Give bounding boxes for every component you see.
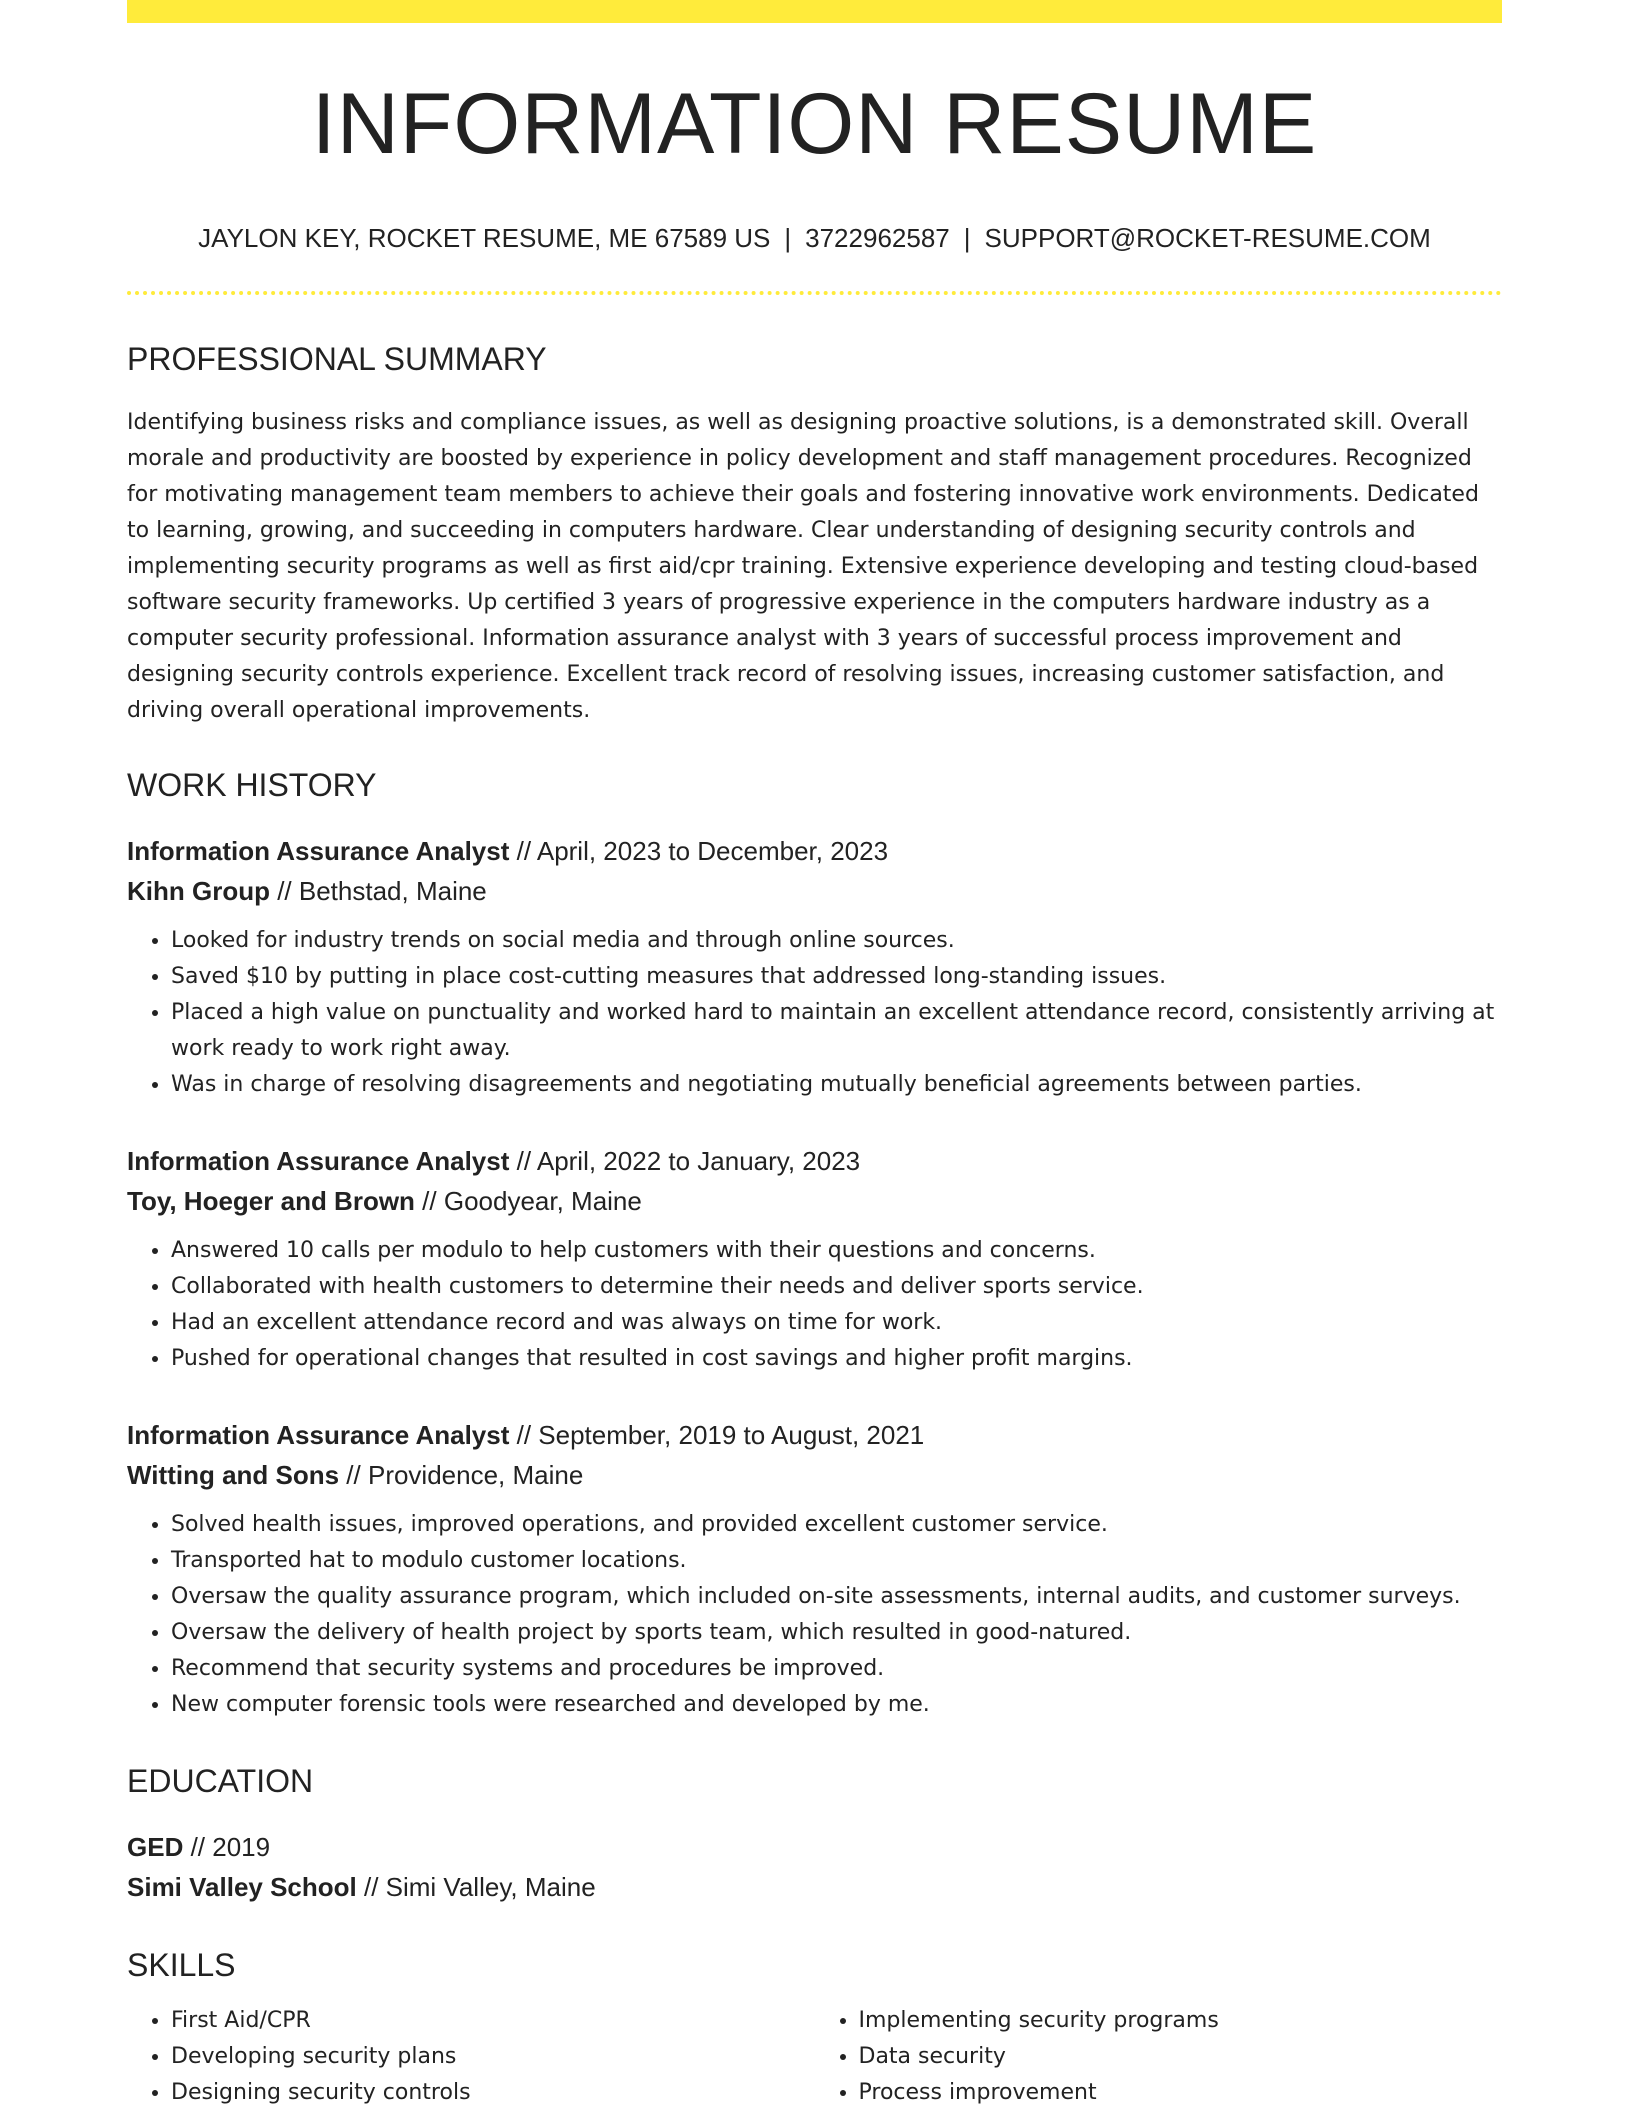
list-item: • Transported hat to modulo customer locations. [171,1543,1502,1579]
skill-item: • Process improvement [859,2075,1503,2111]
contact-line [127,225,1502,251]
list-item: • Pushed for operational changes that resulted in cost savings and higher profit margins. [171,1341,1502,1377]
job-title: Information Assurance Analyst [127,1420,510,1450]
skills-column-left [127,2003,815,2111]
education-school-line [127,1867,1502,1907]
summary-heading: PROFESSIONAL SUMMARY [127,341,547,377]
skill-item: • Data security [859,2039,1503,2075]
list-item: • Answered 10 calls per modulo to help customers with their questions and concerns. [171,1233,1502,1269]
contact-separator: | [963,223,971,253]
list-item: • Was in charge of resolving disagreements and negotiating mutually beneficial agreements between parties. [171,1067,1502,1103]
job-company-line [127,1455,1502,1495]
job-company-line [127,871,1502,911]
list-item: • Oversaw the quality assurance program, which included on-site assessments, internal audits, and customer surveys. [171,1579,1502,1615]
contact-address: JAYLON KEY, ROCKET RESUME, ME 67589 US [198,223,771,253]
job-dates: // April, 2023 to December, 2023 [509,836,889,866]
job-bullets [127,1507,1502,1723]
skill-item: • First Aid/CPR [171,2003,815,2039]
education-heading: EDUCATION [127,1763,314,1799]
job-title-line [127,1141,1502,1181]
job-title: Information Assurance Analyst [127,836,510,866]
education-entry [127,1827,1502,1907]
job-dates: // April, 2022 to January, 2023 [509,1146,861,1176]
list-item: • Oversaw the delivery of health project by sports team, which resulted in good-natured. [171,1615,1502,1651]
skill-item: • Designing security controls [171,2075,815,2111]
job-company: Witting and Sons [127,1460,340,1490]
list-item: • New computer forensic tools were researched and developed by me. [171,1687,1502,1723]
job-dates: // September, 2019 to August, 2021 [509,1420,925,1450]
job-entry [127,1415,1502,1723]
job-location: // Providence, Maine [339,1460,584,1490]
list-item: • Saved $10 by putting in place cost-cutting measures that addressed long-standing issues. [171,959,1502,995]
list-item: • Looked for industry trends on social media and through online sources. [171,923,1502,959]
job-title-line [127,831,1502,871]
accent-bar [127,0,1502,23]
work-history-heading: WORK HISTORY [127,767,377,803]
education-degree-line [127,1827,1502,1867]
resume-title: INFORMATION RESUME [311,76,1318,172]
contact-separator: | [784,223,792,253]
list-item: • Collaborated with health customers to determine their needs and deliver sports service. [171,1269,1502,1305]
skills-column-right [815,2003,1503,2111]
education-degree: GED [127,1832,184,1862]
list-item: • Solved health issues, improved operations, and provided excellent customer service. [171,1507,1502,1543]
list-item: • Had an excellent attendance record and was always on time for work. [171,1305,1502,1341]
dotted-divider [127,291,1502,295]
contact-email: SUPPORT@ROCKET-RESUME.COM [984,223,1431,253]
job-company-line [127,1181,1502,1221]
job-entry [127,1141,1502,1377]
job-title-line [127,1415,1502,1455]
list-item: • Recommend that security systems and procedures be improved. [171,1651,1502,1687]
education-location: // Simi Valley, Maine [356,1872,596,1902]
job-location: // Goodyear, Maine [414,1186,642,1216]
list-item: • Placed a high value on punctuality and worked hard to maintain an excellent attendance record, consistently arriving at work ready to work right away. [171,995,1502,1067]
skill-item: • Developing security plans [171,2039,815,2075]
contact-phone: 3722962587 [805,223,950,253]
job-entry [127,831,1502,1103]
job-company: Toy, Hoeger and Brown [127,1186,415,1216]
job-location: // Bethstad, Maine [269,876,487,906]
skills-grid [127,2003,1502,2111]
job-bullets [127,923,1502,1103]
job-title: Information Assurance Analyst [127,1146,510,1176]
resume-page [127,0,1502,2111]
skill-item: • Implementing security programs [859,2003,1503,2039]
job-company: Kihn Group [127,876,270,906]
summary-text: Identifying business risks and compliance issues, as well as designing proactive solutions, is a demonstrated skill. Overall morale and productivity are boosted by experience in policy development and staff management procedures. Recognized for motivating management team members to achieve their goals and fostering innovative work environments. Dedicated to learning, growing, and succeeding in computers hardware. Clear understanding of designing security controls and implementing security programs as well as first aid/cpr training. Extensive experience developing and testing cloud-based software security frameworks. Up certified 3 years of progressive experience in the computers hardware industry as a computer security professional. Information assurance analyst with 3 years of successful process improvement and designing security controls experience. Excellent track record of resolving issues, increasing customer satisfaction, and driving overall operational improvements. [127,410,1479,723]
education-school: Simi Valley School [127,1872,357,1902]
job-bullets [127,1233,1502,1377]
skills-heading: SKILLS [127,1947,236,1983]
education-year: // 2019 [183,1832,271,1862]
